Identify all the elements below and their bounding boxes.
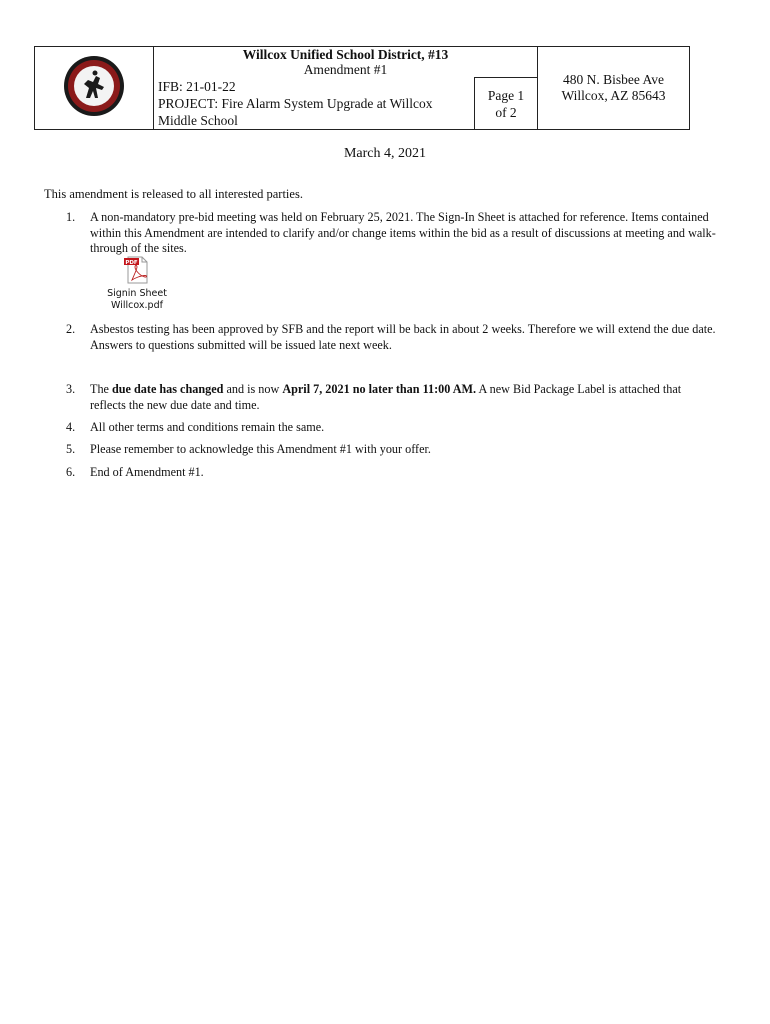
ifb-cell [154, 78, 475, 130]
address-cell [538, 47, 690, 130]
list-item [66, 322, 716, 353]
item-text-bold-date: April 7, 2021 no later than 11:00 AM. [282, 382, 477, 396]
address-line2: Willcox, AZ 85643 [561, 88, 666, 103]
pdf-attachment[interactable] [106, 255, 168, 312]
header-table [34, 46, 690, 130]
pdf-file-icon [122, 255, 152, 285]
item-number: 2. [66, 322, 76, 336]
item-text-pre: The [90, 382, 112, 396]
item-text: All other terms and conditions remain the same. [90, 420, 325, 434]
project-line2: Middle School [158, 112, 238, 128]
address-line1: 480 N. Bisbee Ave [563, 72, 664, 87]
list-item [66, 210, 716, 257]
attachment-name-line1: Signin Sheet [107, 288, 167, 299]
amendment-title: Amendment #1 [303, 62, 388, 77]
item-text-mid: and is now [223, 382, 283, 396]
item-text-post: A new Bid Package Label is attached that reflects the new due date and time. [90, 382, 682, 412]
list-item [66, 420, 716, 436]
attachment-name-line2: Willcox.pdf [111, 300, 163, 311]
item-number: 5. [66, 442, 76, 456]
item-text [90, 382, 716, 413]
item-text: Asbestos testing has been approved by SFB and the report will be back in about 2 weeks. Therefore we will extend the due date. Answers to questions submitted will be issued late next week. [90, 322, 716, 352]
title-cell [154, 47, 538, 78]
page-line2: of 2 [495, 104, 517, 120]
document-date: March 4, 2021 [343, 146, 427, 161]
item-number: 4. [66, 420, 76, 434]
list-item [66, 465, 716, 481]
page-line1: Page 1 [487, 87, 525, 103]
project-line1: PROJECT: Fire Alarm System Upgrade at Willcox [158, 95, 433, 111]
item-text: End of Amendment #1. [90, 465, 204, 479]
item-number: 6. [66, 465, 76, 479]
pdf-icon-label: PDF [125, 260, 138, 266]
item-number: 3. [66, 382, 76, 396]
item-text: Please remember to acknowledge this Amendment #1 with your offer. [90, 442, 431, 456]
item-text: A non-mandatory pre-bid meeting was held on February 25, 2021. The Sign-In Sheet is attached for reference. Items contained within this Amendment are intended to clarify and/or change items within the bid as a result of discussions at meeting and walk-through of the sites. [90, 210, 716, 255]
ifb-number: IFB: 21-01-22 [158, 78, 236, 94]
logo-cell [35, 47, 154, 130]
district-title: Willcox Unified School District, #13 [242, 47, 449, 62]
list-item [66, 382, 716, 413]
item-text-bold-due: due date has changed [112, 382, 224, 396]
page-cell [475, 78, 538, 130]
district-logo-icon [62, 54, 126, 118]
intro-text: This amendment is released to all interested parties. [44, 187, 303, 201]
list-item [66, 442, 716, 458]
item-number: 1. [66, 210, 76, 224]
